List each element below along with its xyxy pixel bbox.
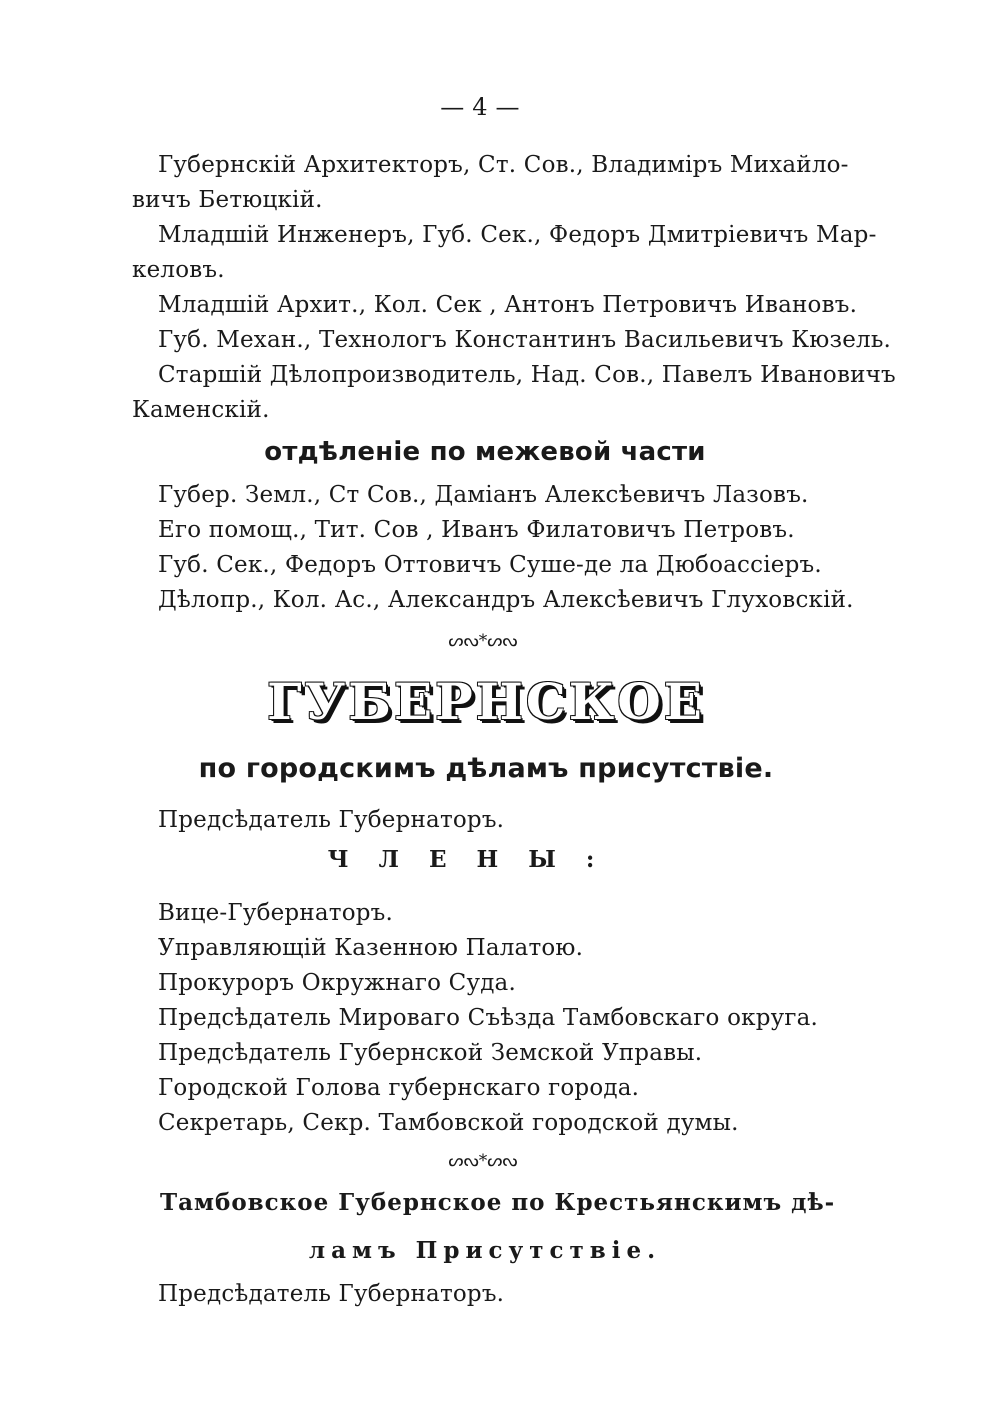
member-item: Предсѣдатель Губернской Земской Управы. [158, 1040, 703, 1066]
text-line: Губернскій Архитекторъ, Ст. Сов., Владиміръ Михайло- [158, 152, 849, 178]
chairman-line: Предсѣдатель Губернаторъ. [158, 807, 505, 833]
ornament-divider: ᔕᔓ*ᔕᔓ [448, 1151, 518, 1171]
section-title-gubernskoe: ГУБЕРНСКОЕ [267, 672, 705, 731]
member-item: Городской Голова губернскаго города. [158, 1075, 640, 1101]
chairman-line: Предсѣдатель Губернаторъ. [158, 1281, 505, 1307]
text-line: Младшій Архит., Кол. Сек , Антонъ Петровичъ Ивановъ. [158, 292, 858, 318]
text-line: келовъ. [132, 257, 225, 283]
text-line: Дѣлопр., Кол. Ас., Александръ Алексѣевичъ Глуховскій. [158, 587, 854, 613]
text-line: Губ. Механ., Технологъ Константинъ Васильевичъ Кюзель. [158, 327, 892, 353]
text-line: Каменскій. [132, 397, 270, 423]
peasant-heading-line2: ламъ Присутствіе. [308, 1237, 662, 1264]
text-line: Старшій Дѣлопроизводитель, Над. Сов., Павелъ Ивановичъ [158, 362, 896, 388]
section-heading-mezhevoi: отдѣленіе по межевой части [264, 437, 706, 467]
member-item: Прокуроръ Окружнаго Суда. [158, 970, 516, 996]
page-number: — 4 — [440, 93, 520, 121]
text-line: Губ. Сек., Федоръ Оттовичъ Суше-де ла Дюбоассіеръ. [158, 552, 822, 578]
member-item: Секретарь, Секр. Тамбовской городской думы. [158, 1110, 739, 1136]
text-line: вичъ Бетюцкій. [132, 187, 323, 213]
section-subtitle: по городскимъ дѣламъ присутствіе. [198, 753, 774, 784]
text-line: Губер. Земл., Ст Сов., Даміанъ Алексѣевичъ Лазовъ. [158, 482, 809, 508]
peasant-heading-line1: Тамбовское Губернское по Крестьянскимъ дѣ- [160, 1189, 836, 1216]
member-item: Управляющій Казенною Палатою. [158, 935, 584, 961]
ornament-divider: ᔕᔓ*ᔕᔓ [448, 631, 518, 651]
text-line: Младшій Инженеръ, Губ. Сек., Федоръ Дмитріевичъ Мар- [158, 222, 877, 248]
member-item: Вице-Губернаторъ. [158, 900, 394, 926]
members-heading: ЧЛЕНЫ: [327, 846, 625, 873]
text-line: Его помощ., Тит. Сов , Иванъ Филатовичъ Петровъ. [158, 517, 795, 543]
member-item: Предсѣдатель Мироваго Съѣзда Тамбовскаго округа. [158, 1005, 819, 1031]
